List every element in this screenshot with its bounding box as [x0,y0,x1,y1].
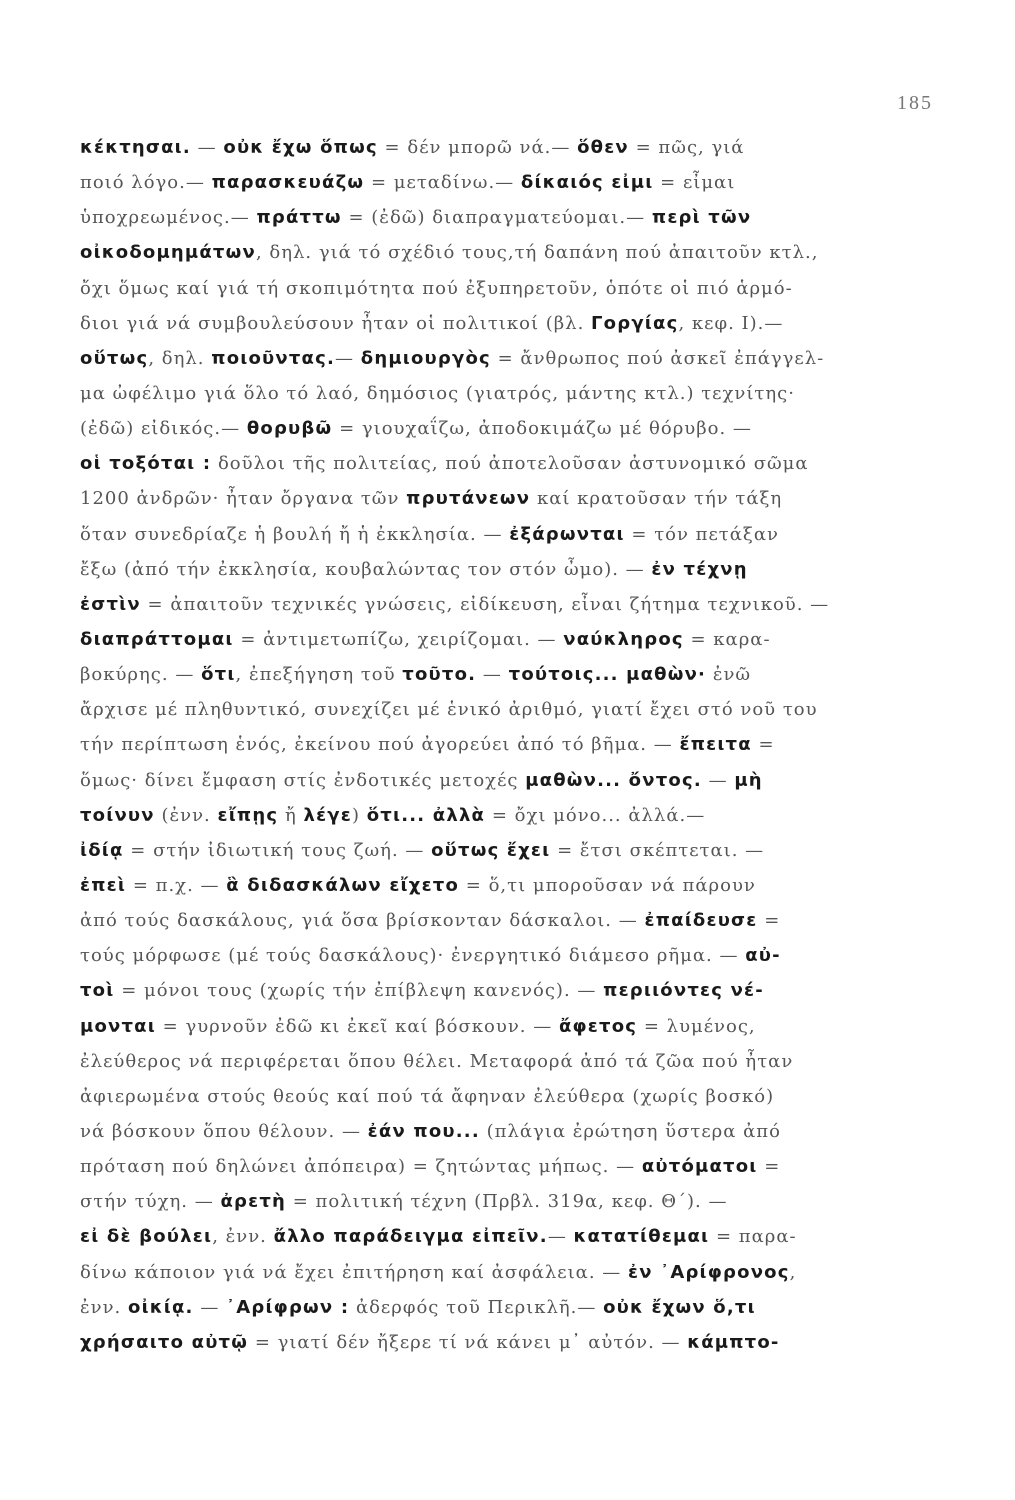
gloss-text: ποιό λόγο.— [80,172,212,194]
gloss-text: ἐνῶ [706,664,752,686]
gloss-text: (ἐνν. [154,804,218,826]
lemma-term: οὕτως ἔχει [431,839,551,861]
text-line [80,692,932,727]
lemma-term: ὅθεν [577,137,629,158]
gloss-text: = ἀντιμετωπίζω, χειρίζομαι. — [233,628,564,650]
text-line [80,517,932,552]
text-line [80,341,932,376]
gloss-text: ἀφιερωμένα στούς θεούς καί πού τά ἄφηναν ἐλεύθερα (χωρίς βοσκό) [80,1085,775,1107]
text-line [80,1114,932,1149]
text-line [80,271,932,306]
lemma-term: πρυτάνεων [406,488,531,510]
gloss-text: — [335,347,361,369]
gloss-text: μα ὠφέλιμο γιά ὅλο τό λαό, δημόσιος (γιατρός, μάντης κτλ.) τεχνίτης· [80,382,795,404]
gloss-text: ἐνν. [80,1296,128,1318]
text-line [80,552,932,587]
gloss-text: πρόταση πού δηλώνει ἀπόπειρα) = ζητώντας μήπως. — [80,1156,642,1178]
lemma-term: ἐν ᾽Αρίφρονος [628,1261,790,1283]
lemma-term: ἰδίᾳ [80,839,124,861]
text-line [80,763,932,798]
lemma-term: μὴ [734,769,763,791]
gloss-text: , ἐνν. [212,1226,274,1248]
lemma-term: τούτοις... μαθὼν· [508,664,707,686]
gloss-text: = [751,734,775,756]
text-line [80,1184,932,1219]
text-line [80,446,932,481]
gloss-text: τούς μόρφωσε (μέ τούς δασκάλους)· ἐνεργητικό διάμεσο ρῆμα. — [80,945,746,967]
lemma-term: κατατίθεμαι [573,1226,710,1248]
lemma-term: ἔπειτα [679,734,752,756]
gloss-text: — [193,1296,227,1318]
gloss-text: ἄρχισε μέ πληθυντικό, συνεχίζει μέ ἑνικό ἀριθμό, γιατί ἔχει στό νοῦ του [80,699,818,721]
gloss-text: νά βόσκουν ὅπου θέλουν. — [80,1120,368,1142]
lemma-term: οὐκ ἔχω ὅπως [223,137,378,158]
lemma-term: τοίνυν [80,804,155,826]
lemma-term: ἐστὶν [80,593,141,615]
text-line [80,833,932,868]
lemma-term: μονται [80,1015,156,1037]
lemma-term: διαπράττομαι [80,628,234,650]
lemma-term: πράττω [256,207,342,229]
gloss-text: ὅμως· δίνει ἔμφαση στίς ἐνδοτικές μετοχές [80,769,526,791]
lemma-term: οὐκ ἔχων ὅ,τι [603,1296,756,1318]
gloss-text: , κεφ. Ι).— [678,312,784,334]
gloss-text: = ὄχι μόνο... ἀλλά.— [485,804,706,826]
lemma-term: κέκτησαι. [80,137,191,158]
gloss-text: = (ἐδῶ) διαπραγματεύομαι.— [341,207,652,229]
page-number: 185 [897,92,933,114]
lemma-term: δημιουργὸς [360,347,491,369]
gloss-text: = π.χ. — [126,874,227,896]
gloss-text: (ἐδῶ) εἰδικός.— [80,418,247,440]
text-line [80,903,932,938]
gloss-text: ὅταν συνεδρίαζε ἡ βουλή ἤ ἡ ἐκκλησία. — [80,523,510,545]
gloss-text: ὄχι ὅμως καί γιά τή σκοπιμότητα πού ἐξυπηρετοῦν, ὁπότε οἱ πιό ἁρμό- [80,277,793,299]
text-line [80,1255,932,1290]
lemma-term: ἄλλο παράδειγμα εἰπεῖν. [273,1226,548,1248]
lemma-term: ἐπεὶ [80,874,127,896]
gloss-text: = γιουχαΐζω, ἀποδοκιμάζω μέ θόρυβο. — [332,418,752,440]
gloss-text: 1200 ἀνδρῶν· ἦταν ὄργανα τῶν [80,488,407,510]
lemma-term: θορυβῶ [246,418,333,440]
text-line [80,1290,932,1325]
gloss-text: — [701,769,735,791]
gloss-text: = λυμένος, [637,1015,756,1037]
text-line [80,973,932,1008]
gloss-text: , δηλ. [148,347,212,369]
gloss-text: = καρα- [683,628,771,650]
text-line [80,306,932,341]
text-line [80,868,932,903]
gloss-text: = μόνοι τους (χωρίς τήν ἐπίβλεψη κανενός). — [114,980,604,1002]
gloss-text: (πλάγια ἐρώτηση ὕστερα ἀπό [479,1120,781,1142]
gloss-text: διοι γιά νά συμβουλεύσουν ἦταν οἱ πολιτικοί (βλ. [80,312,592,334]
lemma-term: ποιοῦντας. [211,347,336,369]
gloss-text: ἔξω (ἀπό τήν ἐκκλησία, κουβαλώντας τον στόν ὦμο). — [80,558,652,580]
lemma-term: οἰκοδομημάτων [80,242,256,264]
lemma-term: ἃ διδασκάλων εἴχετο [226,874,460,896]
text-line [80,411,932,446]
gloss-text: = πολιτική τέχνη (Πρβλ. 319α, κεφ. Θ΄). — [286,1191,728,1213]
gloss-text: = ὅ,τι μποροῦσαν νά πάρουν [459,874,756,896]
lemma-term: οἰκίᾳ. [128,1296,194,1318]
lemma-term: τοὶ [80,980,115,1002]
gloss-text: = τόν πετάξαν [624,523,779,545]
gloss-text: δοῦλοι τῆς πολιτείας, πού ἀποτελοῦσαν ἀστυνομικό σῶμα [211,453,809,475]
text-line [80,481,932,516]
gloss-text: = πῶς, γιά [628,137,745,158]
gloss-text: , ἐπεξήγηση τοῦ [235,664,403,686]
gloss-text: = γιατί δέν ἤξερε τί νά κάνει μ᾽ αὐτόν. — [248,1331,688,1353]
lemma-term: εἰ δὲ βούλει [80,1226,213,1248]
text-line [80,376,932,411]
text-line [80,657,932,692]
text-line [80,235,932,270]
gloss-text: ) [351,804,367,826]
lemma-term: ἀρετὴ [220,1191,287,1213]
lemma-term: ἄφετος [558,1015,638,1037]
gloss-text: ἐλεύθερος νά περιφέρεται ὅπου θέλει. Μεταφορά ἀπό τά ζῶα πού ἦταν [80,1050,794,1072]
lemma-term: περιιόντες νέ- [603,980,764,1002]
gloss-text: = στήν ἰδιωτική τους ζωή. — [123,839,432,861]
text-line [80,130,932,165]
lemma-term: οἱ τοξόται : [80,453,212,475]
lemma-term: παρασκευάζω [211,172,365,194]
lemma-term: αὐ- [745,945,781,967]
gloss-text: ἀδερφός τοῦ Περικλῆ.— [349,1296,604,1318]
gloss-text: = ἀπαιτοῦν τεχνικές γνώσεις, εἰδίκευση, εἶναι ζήτημα τεχνικοῦ. — [140,593,830,615]
lemma-term: ἐπαίδευσε [644,910,758,932]
gloss-text: = [757,1156,781,1178]
gloss-text: ὑποχρεωμένος.— [80,207,257,229]
gloss-text: = δέν μπορῶ νά.— [377,137,578,158]
gloss-text: = ἄνθρωπος πού ἀσκεῖ ἐπάγγελ- [490,347,825,369]
gloss-text: , δηλ. γιά τό σχέδιό τους,τή δαπάνη πού ἀπαιτοῦν κτλ., [255,242,819,264]
lemma-term: ὅτι... ἀλλὰ [366,804,486,826]
text-line [80,938,932,973]
text-line [80,587,932,622]
text-line [80,1149,932,1184]
gloss-text: , [789,1261,797,1283]
text-line [80,1079,932,1114]
lemma-term: ἐάν που... [367,1120,480,1142]
commentary-text [80,130,932,1360]
text-line [80,622,932,657]
gloss-text: = παρα- [709,1226,797,1248]
gloss-text: καί κρατοῦσαν τήν τάξη [530,488,783,510]
lemma-term: χρήσαιτο αὐτῷ [80,1331,249,1353]
lemma-term: περὶ τῶν [651,207,752,229]
text-line [80,727,932,762]
lemma-term: αὐτόματοι [641,1156,758,1178]
lemma-term: ὅτι [201,664,236,686]
gloss-text: ἀπό τούς δασκάλους, γιά ὅσα βρίσκονταν δάσκαλοι. — [80,910,645,932]
gloss-text: — [547,1226,574,1248]
text-line [80,798,932,833]
text-line [80,200,932,235]
gloss-text: τήν περίπτωση ἑνός, ἐκείνου πού ἀγορεύει ἀπό τό βῆμα. — [80,734,680,756]
lemma-term: τοῦτο. [402,664,477,686]
text-line [80,1009,932,1044]
text-line [80,1325,932,1360]
lemma-term: ἐν τέχνῃ [651,558,748,580]
lemma-term: κάμπτο- [687,1331,780,1353]
lemma-term: μαθὼν... ὄντος. [525,769,702,791]
gloss-text: = μεταδίνω.— [364,172,521,194]
text-line [80,1219,932,1254]
lemma-term: ἐξάρωνται [509,523,625,545]
lemma-term: λέγε [303,804,352,826]
lemma-term: Γοργίας [591,312,679,334]
lemma-term: ᾽Αρίφρων : [226,1296,350,1318]
lemma-term: εἴπῃς [217,804,279,826]
gloss-text: = ἔτσι σκέπτεται. — [550,839,765,861]
lemma-term: ναύκληρος [563,628,684,650]
gloss-text: βοκύρης. — [80,664,202,686]
lemma-term: δίκαιός εἰμι [520,172,654,194]
gloss-text: = [757,910,781,932]
gloss-text: — [476,664,509,686]
gloss-text: ἤ [278,804,304,826]
lemma-term: οὕτως [80,347,149,369]
text-line [80,165,932,200]
gloss-text: — [190,137,224,158]
text-line [80,1044,932,1079]
gloss-text: στήν τύχη. — [80,1191,221,1213]
gloss-text: = εἶμαι [653,172,736,194]
gloss-text: = γυρνοῦν ἐδῶ κι ἐκεῖ καί βόσκουν. — [155,1015,559,1037]
gloss-text: δίνω κάποιον γιά νά ἔχει ἐπιτήρηση καί ἀσφάλεια. — [80,1261,628,1283]
